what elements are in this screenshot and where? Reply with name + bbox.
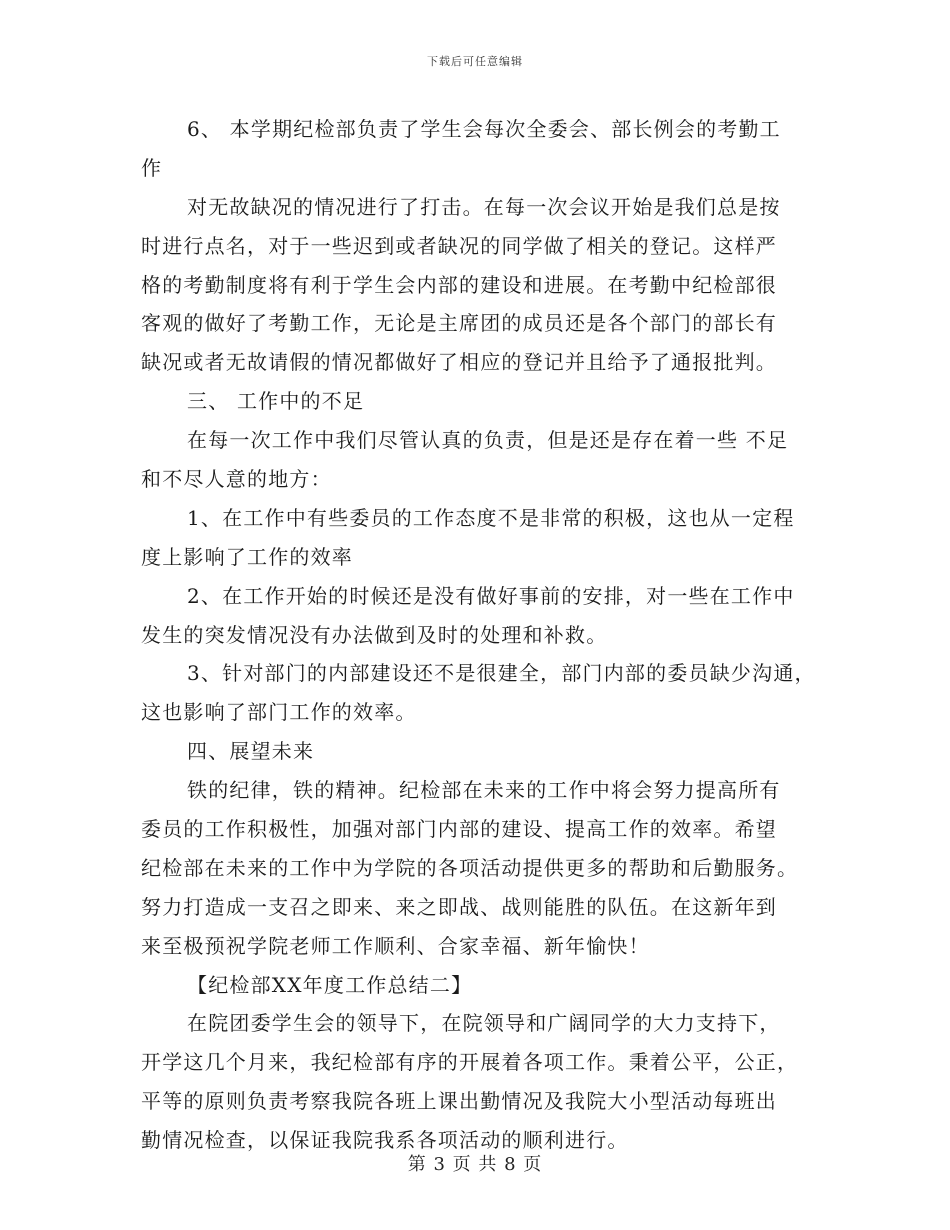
paragraph-line: 纪检部在未来的工作中为学院的各项活动提供更多的帮助和后勤服务。 — [141, 855, 799, 880]
paragraph-line: 时进行点名，对于一些迟到或者缺况的同学做了相关的登记。这样严 — [141, 233, 777, 258]
paragraph-line: 来至极预祝学院老师工作顺利、合家幸福、新年愉快！ — [141, 933, 650, 958]
paragraph-line: 对无故缺况的情况进行了打击。在每一次会议开始是我们总是按 — [187, 194, 781, 219]
paragraph-line: 开学这几个月来，我纪检部有序的开展着各项工作。秉着公平，公正， — [141, 1050, 799, 1075]
list-item: 1、在工作中有些委员的工作态度不是非常的积极，这也从一定程 — [187, 505, 795, 530]
section-title: 【纪检部XX年度工作总结二】 — [187, 972, 473, 997]
document-body — [141, 110, 821, 1160]
paragraph-line: 勤情况检查，以保证我院我系各项活动的顺利进行。 — [141, 1128, 629, 1153]
section-heading: 四、展望未来 — [187, 739, 315, 764]
paragraph-line: 平等的原则负责考察我院各班上课出勤情况及我院大小型活动每班出 — [141, 1089, 777, 1114]
paragraph-line: 这也影响了部门工作的效率。 — [141, 700, 417, 725]
paragraph-line: 委员的工作积极性，加强对部门内部的建设、提高工作的效率。希望 — [141, 817, 777, 842]
paragraph-line: 发生的突发情况没有办法做到及时的处理和补救。 — [141, 622, 608, 647]
paragraph-line: 在院团委学生会的领导下，在院领导和广阔同学的大力支持下， — [187, 1011, 781, 1036]
paragraph-line: 在每一次工作中我们尽管认真的负责，但是还是存在着一些 不足 — [187, 428, 789, 453]
page-number: 第 3 页 共 8 页 — [407, 1154, 543, 1175]
paragraph-line: 努力打造成一支召之即来、来之即战、战则能胜的队伍。在这新年到 — [141, 894, 777, 919]
header-note: 下载后可任意编辑 — [427, 55, 523, 68]
list-item: 2、在工作开始的时候还是没有做好事前的安排，对一些在工作中 — [187, 583, 795, 608]
paragraph-line: 缺况或者无故请假的情况都做好了相应的登记并且给予了通报批判。 — [141, 350, 777, 375]
paragraph-line: 作 — [141, 155, 163, 180]
section-heading: 三、 工作中的不足 — [187, 389, 365, 414]
paragraph-line: 6、 本学期纪检部负责了学生会每次全委会、部长例会的考勤工 — [187, 117, 781, 141]
paragraph-line: 格的考勤制度将有利于学生会内部的建设和进展。在考勤中纪检部很 — [141, 272, 777, 297]
paragraph-line: 客观的做好了考勤工作，无论是主席团的成员还是各个部门的部长有 — [141, 311, 777, 336]
list-item: 3、针对部门的内部建设还不是很建全，部门内部的委员缺少沟通， — [187, 661, 816, 686]
paragraph-line: 和不尽人意的地方： — [141, 467, 332, 492]
paragraph-line: 度上影响了工作的效率 — [141, 544, 353, 569]
paragraph-line: 铁的纪律，铁的精神。纪检部在未来的工作中将会努力提高所有 — [187, 778, 781, 803]
